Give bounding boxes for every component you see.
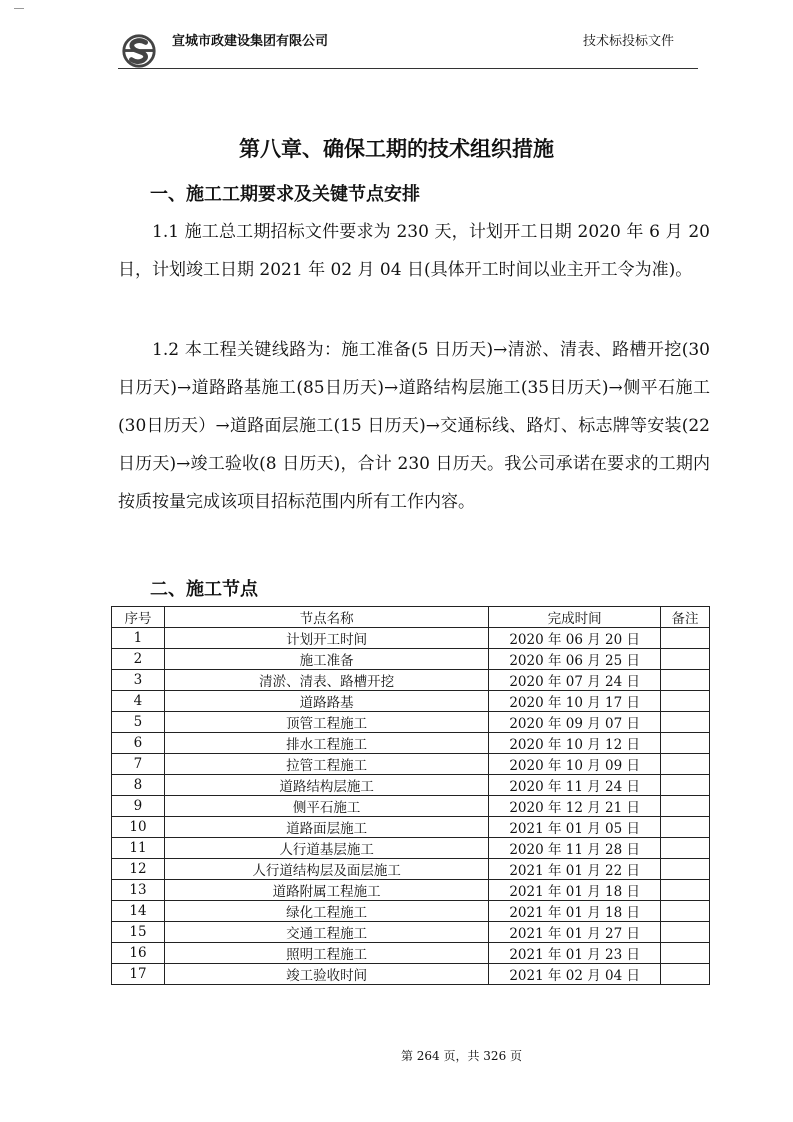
- cell-note: [661, 796, 710, 817]
- cell-date: 2020 年 10 月 09 日: [489, 754, 661, 775]
- table-row: [112, 817, 710, 838]
- table-row: [112, 628, 710, 649]
- cell-no: 4: [112, 691, 165, 712]
- cell-name: 道路面层施工: [164, 817, 488, 838]
- table-row: [112, 712, 710, 733]
- cell-no: 6: [112, 733, 165, 754]
- column-header-note: 备注: [661, 607, 710, 628]
- cell-date: 2020 年 06 月 20 日: [489, 628, 661, 649]
- table-row: [112, 670, 710, 691]
- cell-name: 交通工程施工: [164, 922, 488, 943]
- cell-date: 2020 年 07 月 24 日: [489, 670, 661, 691]
- table-row: [112, 838, 710, 859]
- cell-no: 3: [112, 670, 165, 691]
- cell-name: 人行道基层施工: [164, 838, 488, 859]
- cell-note: [661, 733, 710, 754]
- table-header-row: [112, 607, 710, 628]
- company-name: 宣城市政建设集团有限公司: [172, 34, 329, 49]
- paragraph-1-2: 1.2 本工程关键线路为：施工准备(5 日历天)→清淤、清表、路槽开挖(30日历天)→道路路基施工(85日历天)→道路结构层施工(35日历天)→侧平石施工(30日历天）→道路面层施工(15 日历天)→交通标线、路灯、标志牌等安装(22 日历天)→竣工验收(8 日历天)，合计 230 日历天。我公司承诺在要求的工期内按质按量完成该项目招标范围内所有工作内容。: [118, 340, 710, 512]
- column-header-name: 节点名称: [164, 607, 488, 628]
- cell-no: 11: [112, 838, 165, 859]
- cell-name: 道路路基: [164, 691, 488, 712]
- cell-no: 13: [112, 880, 165, 901]
- table-row: [112, 880, 710, 901]
- cell-name: 竣工验收时间: [164, 964, 488, 985]
- cell-no: 16: [112, 943, 165, 964]
- cell-date: 2020 年 06 月 25 日: [489, 649, 661, 670]
- table-row: [112, 649, 710, 670]
- cell-name: 拉管工程施工: [164, 754, 488, 775]
- cell-no: 1: [112, 628, 165, 649]
- construction-nodes-table: [111, 606, 710, 985]
- cell-note: [661, 943, 710, 964]
- cell-name: 施工准备: [164, 649, 488, 670]
- cell-note: [661, 691, 710, 712]
- section-heading-1: 一、施工工期要求及关键节点安排: [150, 184, 420, 205]
- corner-mark: [14, 8, 24, 9]
- table-row: [112, 733, 710, 754]
- table-row: [112, 754, 710, 775]
- table-row: [112, 943, 710, 964]
- table-row: [112, 775, 710, 796]
- cell-note: [661, 817, 710, 838]
- cell-note: [661, 859, 710, 880]
- document-type: 技术标投标文件: [582, 34, 674, 49]
- table-row: [112, 922, 710, 943]
- cell-note: [661, 649, 710, 670]
- cell-date: 2021 年 01 月 23 日: [489, 943, 661, 964]
- chapter-title: 第八章、确保工期的技术组织措施: [239, 137, 554, 161]
- cell-date: 2020 年 11 月 24 日: [489, 775, 661, 796]
- cell-note: [661, 922, 710, 943]
- cell-date: 2021 年 01 月 18 日: [489, 880, 661, 901]
- cell-no: 12: [112, 859, 165, 880]
- cell-name: 人行道结构层及面层施工: [164, 859, 488, 880]
- cell-date: 2021 年 01 月 22 日: [489, 859, 661, 880]
- cell-note: [661, 880, 710, 901]
- cell-date: 2020 年 09 月 07 日: [489, 712, 661, 733]
- cell-no: 17: [112, 964, 165, 985]
- column-header-no: 序号: [112, 607, 165, 628]
- cell-note: [661, 901, 710, 922]
- cell-no: 15: [112, 922, 165, 943]
- column-header-date: 完成时间: [489, 607, 661, 628]
- cell-no: 7: [112, 754, 165, 775]
- cell-name: 顶管工程施工: [164, 712, 488, 733]
- cell-no: 10: [112, 817, 165, 838]
- cell-name: 侧平石施工: [164, 796, 488, 817]
- cell-no: 9: [112, 796, 165, 817]
- cell-note: [661, 775, 710, 796]
- cell-name: 道路附属工程施工: [164, 880, 488, 901]
- cell-no: 5: [112, 712, 165, 733]
- table-row: [112, 964, 710, 985]
- cell-name: 清淤、清表、路槽开挖: [164, 670, 488, 691]
- cell-name: 排水工程施工: [164, 733, 488, 754]
- cell-note: [661, 754, 710, 775]
- cell-name: 绿化工程施工: [164, 901, 488, 922]
- table-row: [112, 859, 710, 880]
- paragraph-1-1: 1.1 施工总工期招标文件要求为 230 天，计划开工日期 2020 年 6 月 20 日，计划竣工日期 2021 年 02 月 04 日(具体开工时间以业主开工令为准)。: [118, 222, 710, 280]
- cell-no: 8: [112, 775, 165, 796]
- table-row: [112, 901, 710, 922]
- header-rule: [118, 68, 698, 69]
- cell-name: 道路结构层施工: [164, 775, 488, 796]
- table-row: [112, 691, 710, 712]
- cell-date: 2020 年 10 月 12 日: [489, 733, 661, 754]
- cell-note: [661, 628, 710, 649]
- cell-note: [661, 712, 710, 733]
- cell-date: 2020 年 12 月 21 日: [489, 796, 661, 817]
- cell-date: 2021 年 01 月 27 日: [489, 922, 661, 943]
- page-number: 第 264 页，共 326 页: [400, 1049, 523, 1063]
- cell-date: 2020 年 11 月 28 日: [489, 838, 661, 859]
- cell-date: 2021 年 01 月 05 日: [489, 817, 661, 838]
- cell-date: 2020 年 10 月 17 日: [489, 691, 661, 712]
- cell-no: 14: [112, 901, 165, 922]
- company-logo-icon: [120, 32, 158, 70]
- cell-note: [661, 964, 710, 985]
- cell-note: [661, 670, 710, 691]
- section-heading-2: 二、施工节点: [150, 579, 258, 600]
- cell-date: 2021 年 01 月 18 日: [489, 901, 661, 922]
- cell-date: 2021 年 02 月 04 日: [489, 964, 661, 985]
- cell-no: 2: [112, 649, 165, 670]
- cell-name: 计划开工时间: [164, 628, 488, 649]
- table-row: [112, 796, 710, 817]
- cell-name: 照明工程施工: [164, 943, 488, 964]
- cell-note: [661, 838, 710, 859]
- page-header: [120, 22, 720, 70]
